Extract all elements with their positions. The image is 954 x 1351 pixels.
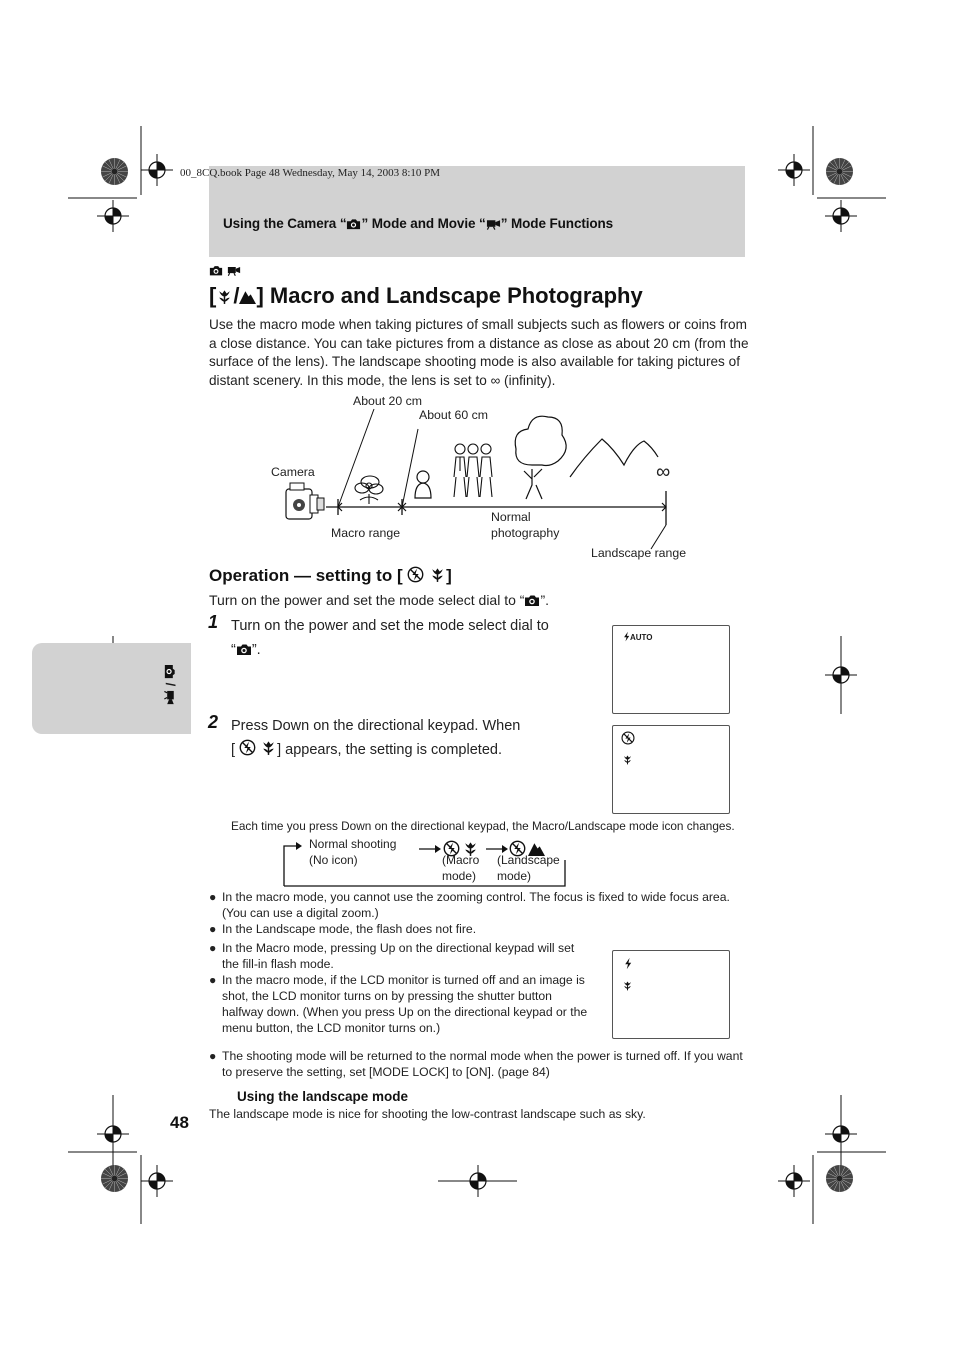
camera-icon xyxy=(236,643,252,656)
cycle-landscape-label xyxy=(497,852,560,884)
step-2-line1: Press Down on the directional keypad. When xyxy=(231,718,521,734)
label-macro-range: Macro range xyxy=(331,526,401,540)
macro-tulip-icon xyxy=(622,754,633,765)
running-head xyxy=(223,216,613,231)
label-about-20cm: About 20 cm xyxy=(353,394,423,408)
title-separator: / xyxy=(233,283,240,308)
movie-icon xyxy=(486,218,501,230)
side-tab-separator: / xyxy=(163,682,178,687)
step-1-number: 1 xyxy=(208,612,219,632)
label-camera: Camera xyxy=(271,465,315,479)
movie-icon xyxy=(227,265,241,276)
step-2-number: 2 xyxy=(208,712,219,732)
bullet-text: In the Landscape mode, the flash does not fire. xyxy=(222,922,477,936)
camera-icon xyxy=(524,594,540,607)
mode-applicability-icons xyxy=(209,263,241,281)
label-normal-line1: Normal xyxy=(491,510,531,524)
flash-off-icon xyxy=(621,731,635,745)
bullet-dot: ● xyxy=(209,941,217,955)
macro-tulip-icon xyxy=(216,288,233,305)
page-number: 48 xyxy=(170,1113,189,1132)
lcd-screen-3 xyxy=(612,950,730,1039)
bullet-dot: ● xyxy=(209,1049,217,1063)
running-head-middle: ” Mode and Movie “ xyxy=(361,216,486,231)
operation-lead-suffix: ”. xyxy=(540,592,549,608)
lcd-auto-label: AUTO xyxy=(630,633,653,642)
step-2-line2-suffix: ] appears, the setting is completed. xyxy=(277,742,502,758)
bullet-text: In the macro mode, if the LCD monitor is turned off and an image is shot, the LCD monitor turns on by pressing the shutter button halfway down. (When you press Up on the directional keypad or the menu button, the LCD monitor turns on.) xyxy=(222,973,588,1035)
cycle-macro-line2: mode) xyxy=(442,869,477,883)
running-head-prefix: Using the Camera “ xyxy=(223,216,347,231)
bullet-text: In the macro mode, you cannot use the zooming control. The focus is fixed to wide focus area. (You can use a digital zoom.) xyxy=(222,890,730,920)
child-illustration xyxy=(415,471,431,498)
step-1-line1: Turn on the power and set the mode select dial to xyxy=(231,618,549,634)
movie-icon xyxy=(164,690,176,705)
flower-illustration xyxy=(355,476,383,504)
bullet-item xyxy=(209,940,594,972)
macro-tulip-icon xyxy=(622,980,633,991)
cycle-landscape-line2: mode) xyxy=(497,869,532,883)
cycle-macro-label xyxy=(442,852,479,884)
label-about-60cm: About 60 cm xyxy=(419,408,489,422)
label-normal-line2: photography xyxy=(491,526,560,540)
intro-paragraph: Use the macro mode when taking pictures of small subjects such as flowers or coins from a close distance. You can take pictures from a distance as close as about 20 cm (from the surface of the lens). The landscape shooting mode is also available for taking pictures of distant scenery. In this mode, the lens is set to ∞ (infinity). xyxy=(209,317,749,388)
cycle-normal-line2: (No icon) xyxy=(309,853,358,867)
step-1-line2-prefix: “ xyxy=(231,642,236,658)
operation-heading xyxy=(209,566,452,586)
operation-heading-suffix: ] xyxy=(446,566,452,585)
cycle-normal-line1: Normal shooting xyxy=(309,837,397,851)
tree-illustration xyxy=(515,416,566,499)
step-2-line2-prefix: [ xyxy=(231,742,236,758)
step-1-line2-suffix: ”. xyxy=(251,642,261,658)
landscape-mountain-icon xyxy=(239,288,256,305)
camera-icon xyxy=(164,664,176,679)
lcd-screen-1 xyxy=(612,625,730,714)
title-text: ] Macro and Landscape Photography xyxy=(256,283,643,308)
camera-icon xyxy=(346,218,361,230)
bullet-text: The shooting mode will be returned to the normal mode when the power is turned off. If you want to preserve the setting, set [MODE LOCK] to [ON]. (page 84) xyxy=(222,1049,743,1079)
bullet-text: In the Macro mode, pressing Up on the directional keypad will set the fill-in flash mode. xyxy=(222,941,575,971)
bullet-item xyxy=(209,1048,749,1080)
bullet-dot: ● xyxy=(209,922,217,936)
lcd-screen-2 xyxy=(612,725,730,814)
operation-lead xyxy=(209,592,549,608)
people-group-illustration xyxy=(454,444,492,497)
camera-icon xyxy=(209,265,223,276)
operation-heading-prefix: Operation — setting to [ xyxy=(209,566,403,585)
title-bracket: [ xyxy=(209,283,217,308)
running-head-suffix: ” Mode Functions xyxy=(500,216,614,231)
cycle-normal-label xyxy=(309,836,396,868)
landscape-mode-subheading: Using the landscape mode xyxy=(237,1089,409,1104)
flash-off-icon xyxy=(239,739,256,756)
label-normal-photography xyxy=(491,509,559,541)
bullet-item xyxy=(209,921,749,937)
book-info-line: 00_8CQ.book Page 48 Wednesday, May 14, 2003 8:10 PM xyxy=(180,167,441,179)
cycle-note: Each time you press Down on the directional keypad, the Macro/Landscape mode icon changes. xyxy=(231,819,735,833)
macro-tulip-icon xyxy=(260,739,277,756)
cycle-macro-line1: (Macro xyxy=(442,853,480,867)
operation-lead-prefix: Turn on the power and set the mode select dial to “ xyxy=(209,592,525,608)
mountains-illustration xyxy=(570,439,658,477)
page-title xyxy=(209,283,643,309)
step-2-text xyxy=(231,714,601,762)
flash-off-icon xyxy=(407,566,424,583)
label-landscape-range: Landscape range xyxy=(591,546,687,560)
landscape-mode-text: The landscape mode is nice for shooting the low-contrast landscape such as sky. xyxy=(209,1107,646,1121)
bullet-item xyxy=(209,889,749,921)
infinity-symbol: ∞ xyxy=(656,461,671,483)
header-band xyxy=(209,166,745,257)
cycle-landscape-line1: (Landscape xyxy=(497,853,560,867)
bullet-dot: ● xyxy=(209,973,217,987)
flash-icon xyxy=(623,631,630,642)
flash-icon xyxy=(624,957,632,970)
macro-tulip-icon xyxy=(429,566,446,583)
camera-illustration xyxy=(286,483,324,519)
side-tab-icons xyxy=(150,664,178,714)
bullet-item xyxy=(209,972,594,1036)
step-1-text xyxy=(231,614,601,662)
bullet-dot: ● xyxy=(209,890,217,904)
